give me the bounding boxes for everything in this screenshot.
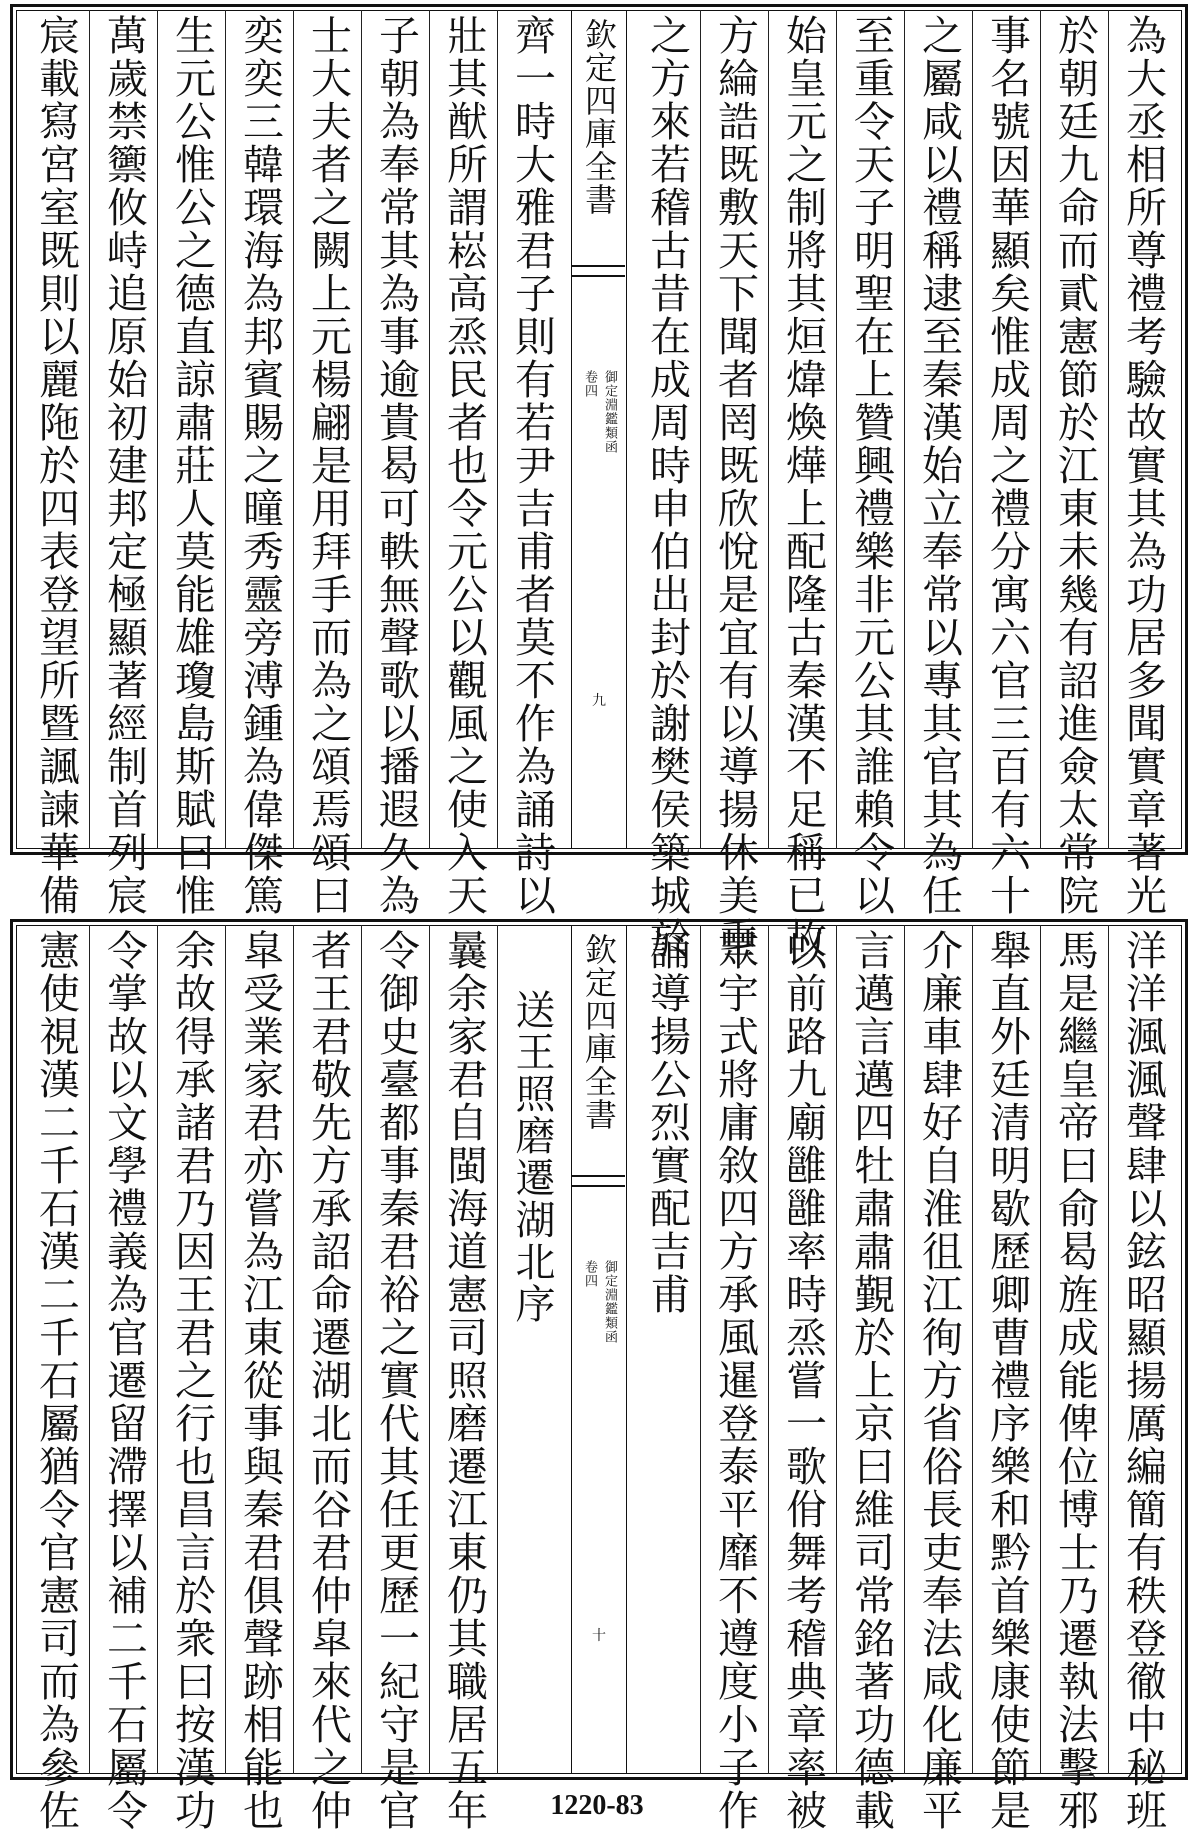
- text-column: 生元公惟公之德直諒肅莊人莫能雄瓊島斯賦曰惟: [168, 14, 216, 917]
- column-rule: [836, 925, 837, 1774]
- column-rule: [429, 10, 430, 849]
- juan-number: 卷四: [582, 1260, 597, 1288]
- text-column: 皐受業家君亦嘗為江東從事與秦君俱聲跡相能也: [236, 929, 284, 1832]
- center-fold: [571, 925, 627, 1774]
- column-rule: [904, 925, 905, 1774]
- section-title: 送王照磨遷湖北序: [509, 989, 555, 1325]
- column-rule: [700, 925, 701, 1774]
- column-rule: [972, 10, 973, 849]
- text-column: 宸載寫宮室既則以麗陁於四表登望所暨諷諫華備: [32, 14, 80, 917]
- column-rule: [293, 10, 294, 849]
- text-column: 洋洋渢渢聲肆以鉉昭顯揚厲編簡有秩登徹中秘班: [1119, 929, 1167, 1832]
- text-column: 舉直外廷清明歇歷卿曹禮序樂和黔首樂康使節是: [983, 929, 1031, 1832]
- page-number: 1220-83: [550, 1790, 644, 1821]
- column-rule: [768, 925, 769, 1774]
- fishtail-mark: [572, 1175, 625, 1187]
- column-rule: [497, 10, 498, 849]
- column-rule: [768, 10, 769, 849]
- center-fold: [571, 10, 627, 849]
- text-column: 子朝為奉常其為事逾貴曷可軼無聲歌以播遐久為: [372, 14, 420, 917]
- text-column: 之方來若稽古昔在成周時申伯出封於謝樊侯築城於: [643, 14, 691, 960]
- text-column: 為大丞相所尊禮考驗故實其為功居多聞實章著光: [1119, 14, 1167, 917]
- column-rule: [836, 10, 837, 849]
- text-column: 眾宇式將庸敘四方承風暹登泰平靡不遵度小子作: [711, 929, 759, 1832]
- column-rule: [89, 925, 90, 1774]
- column-rule: [904, 10, 905, 849]
- text-column: 萬歲禁籞攸峙追原始初建邦定極顯著經制首列宸: [100, 14, 148, 917]
- book-title: 欽定四庫全書: [580, 933, 618, 1131]
- text-column: 馬是繼皇帝曰俞曷旌成能俾位博士乃遷執法擊邪: [1051, 929, 1099, 1832]
- text-column: 至重令天子明聖在上贊興禮樂非元公其誰賴令以: [847, 14, 895, 917]
- column-rule: [225, 925, 226, 1774]
- column-rule: [157, 10, 158, 849]
- column-rule: [361, 10, 362, 849]
- book-name: 御定淵鑑類函: [602, 370, 617, 454]
- juan-number: 卷四: [582, 370, 597, 398]
- column-rule: [157, 925, 158, 1774]
- text-column: 令御史臺都事秦君裕之實代其任更歷一紀守是官: [372, 929, 420, 1832]
- book-name: 御定淵鑑類函: [602, 1260, 617, 1344]
- column-rule: [700, 10, 701, 849]
- text-column: 余故得承諸君乃因王君之行也昌言於衆曰按漢功: [168, 929, 216, 1832]
- fishtail-mark: [572, 265, 625, 277]
- text-column: 憲使視漢二千石漢二千石屬猶令官憲司而為參佐: [32, 929, 80, 1832]
- text-column: 言邁言邁四牡肅肅覲於上京曰維司常銘著功德載: [847, 929, 895, 1832]
- book-title: 欽定四庫全書: [580, 18, 618, 216]
- column-rule: [293, 925, 294, 1774]
- folio-number: 九: [592, 693, 606, 709]
- column-rule: [429, 925, 430, 1774]
- column-rule: [225, 10, 226, 849]
- text-column: 者王君敬先方承詔命遷湖北而谷君仲皐來代之仲: [304, 929, 352, 1832]
- text-column: 之屬咸以禮稱逮至秦漢始立奉常以專其官其為任: [915, 14, 963, 917]
- column-rule: [1040, 10, 1041, 849]
- text-column: 誦導揚公烈實配吉甫: [643, 929, 691, 1316]
- text-column: 方綸誥既敷天下聞者罔既欣悅是宜有以導揚休美垂: [711, 14, 759, 960]
- column-rule: [361, 925, 362, 1774]
- text-column: 始皇元之制將其烜煒煥燁上配隆古秦漢不足稱已故: [779, 14, 827, 960]
- column-rule: [972, 925, 973, 1774]
- text-column: 齊一時大雅君子則有若尹吉甫者莫不作為誦詩以: [508, 14, 556, 917]
- text-column: 壯其猷所謂崧高烝民者也令元公以觀風之使入天: [440, 14, 488, 917]
- text-column: 事名號因華顯矣惟成周之禮分寓六官三百有六十: [983, 14, 1031, 917]
- text-column: 曩余家君自閩海道憲司照磨遷江東仍其職居五年: [440, 929, 488, 1832]
- column-rule: [497, 925, 498, 1774]
- column-rule: [1040, 925, 1041, 1774]
- text-column: 介廉車肆好自淮徂江徇方省俗長吏奉法咸化廉平: [915, 929, 963, 1832]
- folio-number: 十: [592, 1628, 606, 1644]
- column-rule: [89, 10, 90, 849]
- column-rule: [1108, 925, 1109, 1774]
- text-column: 以前路九廟雝雝率時烝嘗一歌佾舞考稽典章率被: [779, 929, 827, 1832]
- text-column: 士大夫者之闕上元楊翩是用拜手而為之頌焉頌曰: [304, 14, 352, 917]
- text-column: 令掌故以文學禮義為官遷留滯擇以補二千石屬令: [100, 929, 148, 1832]
- column-rule: [1108, 10, 1109, 849]
- text-column: 奕奕三韓環海為邦賓賜之曈秀靈旁溥鍾為偉傑篤: [236, 14, 284, 917]
- text-column: 於朝廷九命而貳憲節於江東未幾有詔進僉太常院: [1051, 14, 1099, 917]
